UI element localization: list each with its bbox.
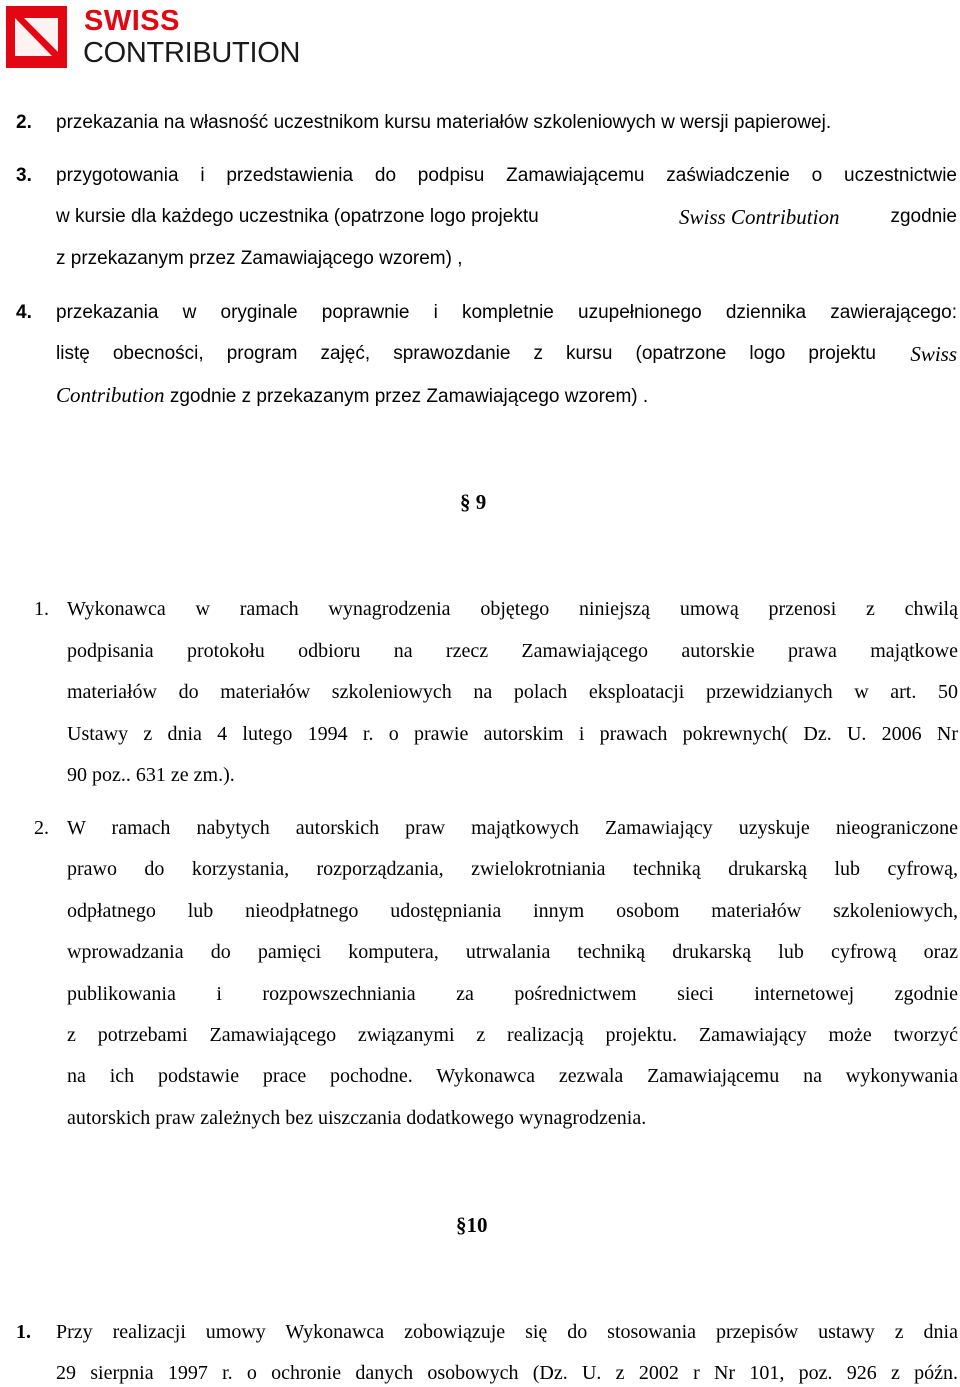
item-3-number: 3. [16, 165, 32, 186]
item-4-line-3-text: zgodnie z przekazanym przez Zamawiającego wzorem) . [169, 386, 649, 407]
section-10-point-1-number: 1. [16, 1321, 31, 1343]
p9-2-line-4: wprowadzania do pamięci komputera, utrwalania techniką drukarską lub cyfrową oraz [67, 941, 958, 964]
p10-1-line-1: Przy realizacji umowy Wykonawca zobowiązuje się do stosowania przepisów ustawy z dnia [56, 1321, 958, 1343]
item-2-number: 2. [16, 112, 32, 133]
section-9-point-1-number: 1. [34, 598, 49, 620]
p9-2-line-1: W ramach nabytych autorskich praw majątkowych Zamawiający uzyskuje nieograniczone [67, 817, 958, 839]
p9-1-line-1: Wykonawca w ramach wynagrodzenia objętego niniejszą umową przenosi z chwilą [67, 598, 958, 620]
p9-1-line-2: podpisania protokołu odbioru na rzecz Zamawiającego autorskie prawa majątkowe [67, 639, 958, 662]
item-3-project-name: Swiss Contribution [679, 205, 840, 229]
item-4-project-name-part1: Swiss [910, 342, 957, 366]
item-4-line-2 [56, 341, 957, 367]
item-4-line-3 [56, 382, 648, 410]
p9-2-line-3: odpłatnego lub nieodpłatnego udostępniania innym osobom materiałów szkoleniowych, [67, 899, 958, 922]
p9-2-line-7: na ich podstawie prace pochodne. Wykonawca zezwala Zamawiającemu na wykonywania [67, 1065, 958, 1088]
item-4-number: 4. [16, 302, 32, 323]
item-3-line-3: z przekazanym przez Zamawiającego wzorem) , [56, 248, 463, 269]
item-3-line-2-end: zgodnie [890, 206, 957, 227]
logo-text-swiss: SWISS [84, 5, 180, 37]
p9-1-line-5: 90 poz.. 631 ze zm.). [67, 764, 235, 786]
logo-text-contribution: CONTRIBUTION [83, 37, 301, 69]
p9-2-line-2: prawo do korzystania, rozporządzania, zwielokrotniania techniką drukarską lub cyfrową, [67, 858, 958, 881]
item-4-line-1: przekazania w oryginale poprawnie i kompletnie uzupełnionego dziennika zawierającego: [56, 302, 957, 323]
item-4-line-2-text: listę obecności, program zajęć, sprawozdanie z kursu (opatrzone logo projektu [56, 343, 876, 364]
p9-1-line-3: materiałów do materiałów szkoleniowych na polach eksploatacji przewidzianych w art. 50 [67, 681, 958, 703]
section-9-heading: § 9 [460, 490, 487, 514]
p9-2-line-8: autorskich praw zależnych bez uiszczania dodatkowego wynagrodzenia. [67, 1106, 647, 1129]
p10-1-line-2: 29 sierpnia 1997 r. o ochronie danych osobowych (Dz. U. z 2002 r Nr 101, poz. 926 z późn. [56, 1362, 958, 1384]
section-9-point-2-number: 2. [34, 817, 49, 839]
item-4-project-name-part2: Contribution [56, 383, 165, 407]
logo-flag-icon [6, 6, 67, 68]
item-3-line-2-text: w kursie dla każdego uczestnika (opatrzone logo projektu [56, 206, 539, 227]
p9-1-line-4: Ustawy z dnia 4 lutego 1994 r. o prawie autorskim i prawach pokrewnych( Dz. U. 2006 Nr [67, 722, 958, 745]
item-3-line-2 [56, 204, 957, 230]
p9-2-line-5: publikowania i rozpowszechniania za pośrednictwem sieci internetowej zgodnie [67, 982, 958, 1005]
section-10-heading: §10 [456, 1213, 488, 1237]
p9-2-line-6: z potrzebami Zamawiającego związanymi z realizacją projektu. Zamawiający może tworzyć [67, 1024, 958, 1046]
swiss-contribution-logo [6, 4, 326, 70]
item-3-line-1: przygotowania i przedstawienia do podpisu Zamawiającemu zaświadczenie o uczestnictwie [56, 165, 957, 186]
item-2-text: przekazania na własność uczestnikom kursu materiałów szkoleniowych w wersji papierowej. [56, 112, 832, 133]
